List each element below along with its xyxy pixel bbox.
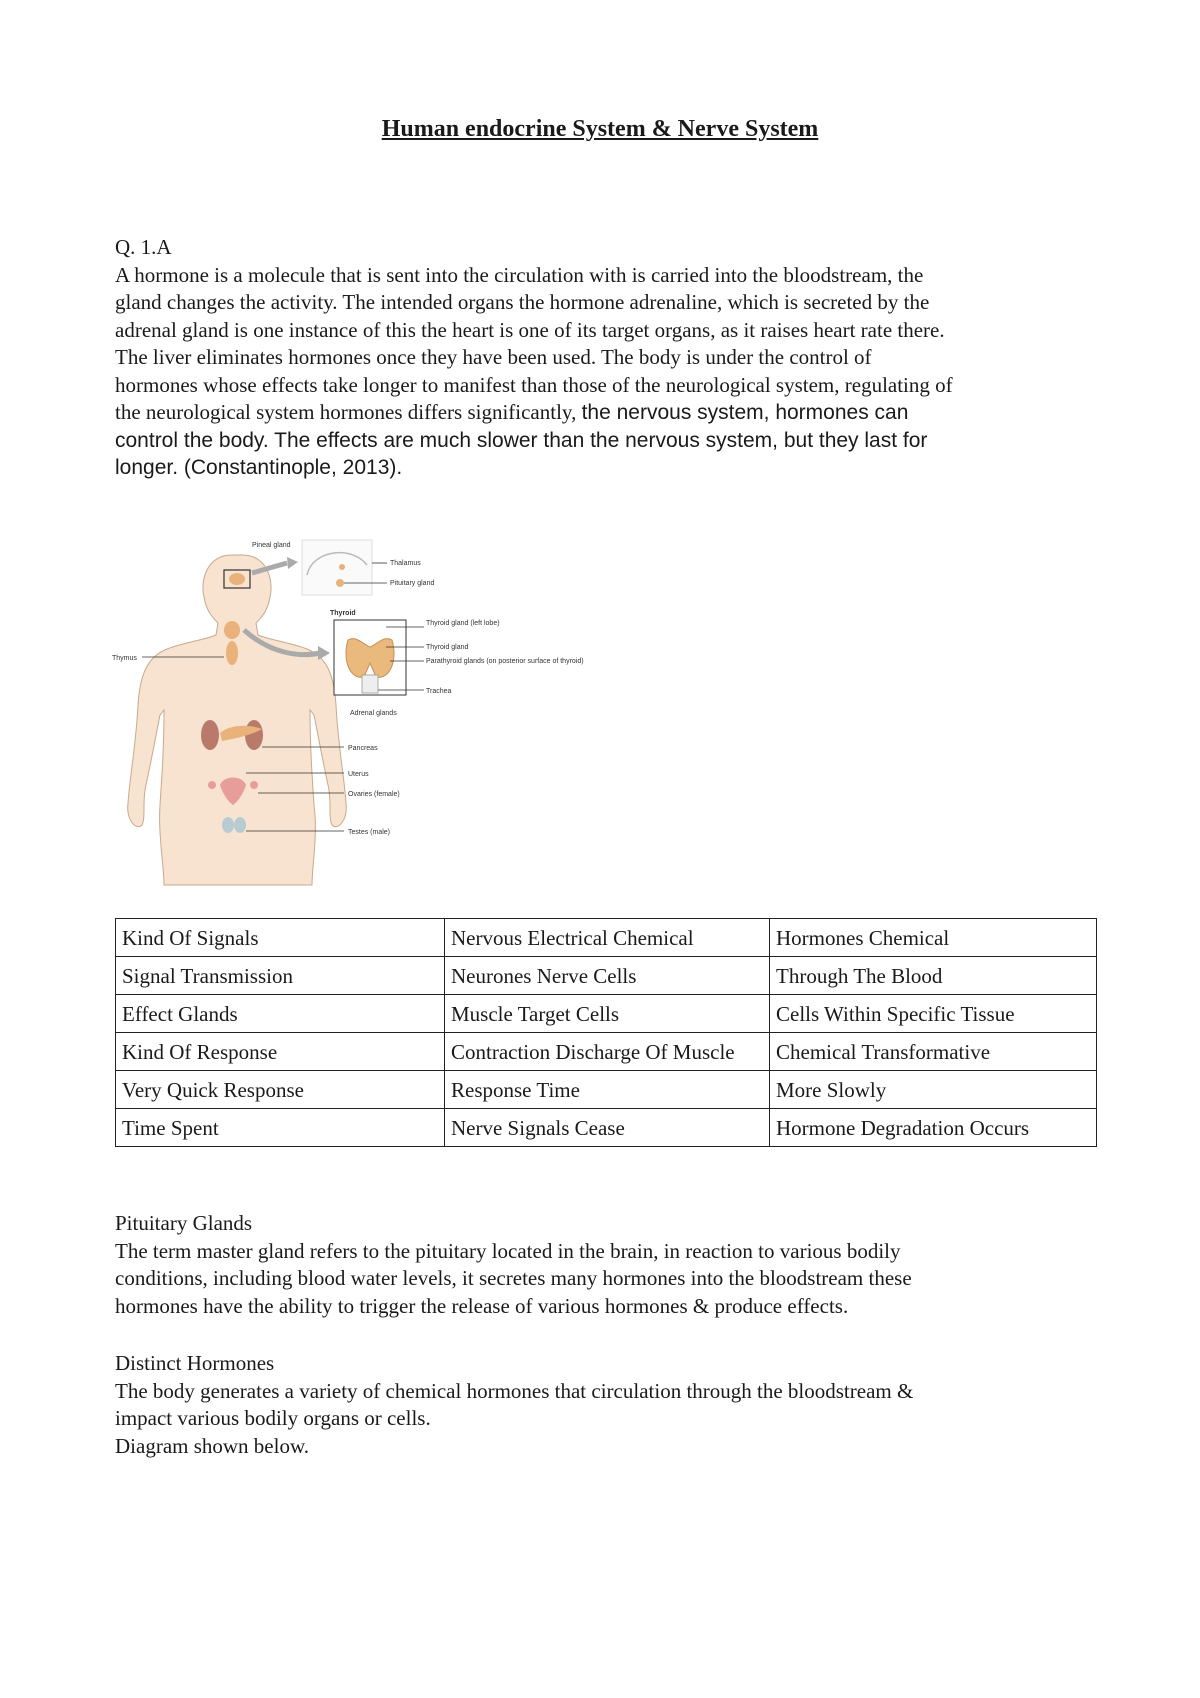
brain-inset: [302, 540, 372, 595]
distinct-line: impact various bodily organs or cells.: [115, 1406, 431, 1430]
q1-line-serif-part: the neurological system hormones differs significantly,: [115, 400, 582, 424]
label-adrenal: Adrenal glands: [350, 710, 397, 717]
table-cell: Through The Blood: [770, 957, 1097, 995]
table-cell: Muscle Target Cells: [445, 995, 770, 1033]
label-thyroid-gland: Thyroid gland: [426, 644, 469, 651]
table-row: [116, 919, 1097, 957]
right-testis-shape: [234, 817, 246, 833]
label-thyroid-title: Thyroid: [330, 610, 356, 617]
left-testis-shape: [222, 817, 234, 833]
question-1a-section: [115, 234, 1105, 482]
table-cell: More Slowly: [770, 1071, 1097, 1109]
table-cell: Time Spent: [116, 1109, 445, 1147]
pineal-gland-shape: [339, 564, 345, 570]
table-cell: Nerve Signals Cease: [445, 1109, 770, 1147]
pituitary-line: conditions, including blood water levels, it secretes many hormones into the bloodstream these: [115, 1266, 912, 1290]
label-thyroid-left-lobe: Thyroid gland (left lobe): [426, 620, 500, 627]
label-thymus: Thymus: [112, 655, 137, 662]
label-thalamus: Thalamus: [390, 560, 421, 567]
table-row: [116, 1109, 1097, 1147]
label-uterus: Uterus: [348, 771, 369, 778]
table-cell: Kind Of Signals: [116, 919, 445, 957]
table-cell: Neurones Nerve Cells: [445, 957, 770, 995]
comparison-table-body: [116, 919, 1097, 1147]
thyroid-arrowhead: [318, 646, 330, 660]
label-ovaries: Ovaries (female): [348, 791, 400, 798]
thymus-shape: [226, 641, 238, 665]
q1-line: control the body. The effects are much slower than the nervous system, but they last for: [115, 428, 928, 452]
right-ovary-shape: [250, 781, 258, 789]
distinct-line: The body generates a variety of chemical hormones that circulation through the bloodstream &: [115, 1378, 914, 1403]
pituitary-line: hormones have the ability to trigger the release of various hormones & produce effects.: [115, 1293, 849, 1318]
q1-line: adrenal gland is one instance of this the heart is one of its target organs, as it raises heart rate there.: [115, 317, 945, 342]
label-pineal: Pineal gland: [252, 542, 291, 549]
body-silhouette: [128, 555, 347, 885]
table-row: [116, 1071, 1097, 1109]
comparison-table: [115, 918, 1097, 1147]
brain-gland-shape: [229, 573, 245, 585]
pituitary-line: The term master gland refers to the pituitary located in the brain, in reaction to various bodily: [115, 1238, 901, 1263]
q1-line: [115, 454, 1105, 482]
table-cell: Nervous Electrical Chemical: [445, 919, 770, 957]
label-pituitary: Pituitary gland: [390, 580, 435, 587]
distinct-line: Diagram shown below.: [115, 1433, 310, 1458]
table-row: [116, 957, 1097, 995]
pituitary-gland-shape: [336, 579, 344, 587]
trachea-shape: [362, 675, 378, 693]
section-heading: Distinct Hormones: [115, 1351, 275, 1375]
section-heading: Pituitary Glands: [115, 1211, 253, 1235]
label-parathyroid: Parathyroid glands (on posterior surface of thyroid): [426, 658, 584, 665]
question-label: Q. 1.A: [115, 235, 172, 259]
table-cell: Effect Glands: [116, 995, 445, 1033]
table-row: [116, 1033, 1097, 1071]
q1-line: A hormone is a molecule that is sent into the circulation with is carried into the bloodstream, the: [115, 262, 924, 287]
table-cell: Kind Of Response: [116, 1033, 445, 1071]
label-pancreas: Pancreas: [348, 745, 378, 752]
distinct-hormones-section: [115, 1350, 1105, 1460]
table-cell: Chemical Transformative: [770, 1033, 1097, 1071]
q1-line-sans-part: the nervous system, hormones can: [581, 401, 909, 424]
table-cell: Signal Transmission: [116, 957, 445, 995]
table-cell: Hormone Degradation Occurs: [770, 1109, 1097, 1147]
table-cell: Response Time: [445, 1071, 770, 1109]
left-ovary-shape: [208, 781, 216, 789]
table-cell: Contraction Discharge Of Muscle: [445, 1033, 770, 1071]
label-testes: Testes (male): [348, 829, 391, 836]
q1-line: The liver eliminates hormones once they have been used. The body is under the control of: [115, 345, 872, 369]
q1-line-sans-part: longer.: [115, 456, 179, 479]
table-cell: Cells Within Specific Tissue: [770, 995, 1097, 1033]
table-cell: Very Quick Response: [116, 1071, 445, 1109]
thyroid-small-shape: [224, 621, 240, 639]
q1-line: hormones whose effects take longer to manifest than those of the neurological system, regulating of: [115, 372, 953, 397]
document-title: Human endocrine System & Nerve System: [381, 116, 819, 142]
q1-line: [115, 399, 1105, 427]
citation: (Constantinople, 2013).: [178, 456, 403, 479]
label-trachea: Trachea: [426, 688, 452, 695]
table-cell: Hormones Chemical: [770, 919, 1097, 957]
left-kidney-shape: [201, 720, 219, 750]
endocrine-system-figure: [112, 535, 584, 885]
inset-arrowhead: [287, 557, 298, 569]
pituitary-section: [115, 1210, 1105, 1320]
q1-line: gland changes the activity. The intended organs the hormone adrenaline, which is secreted by the: [115, 290, 930, 314]
table-row: [116, 995, 1097, 1033]
